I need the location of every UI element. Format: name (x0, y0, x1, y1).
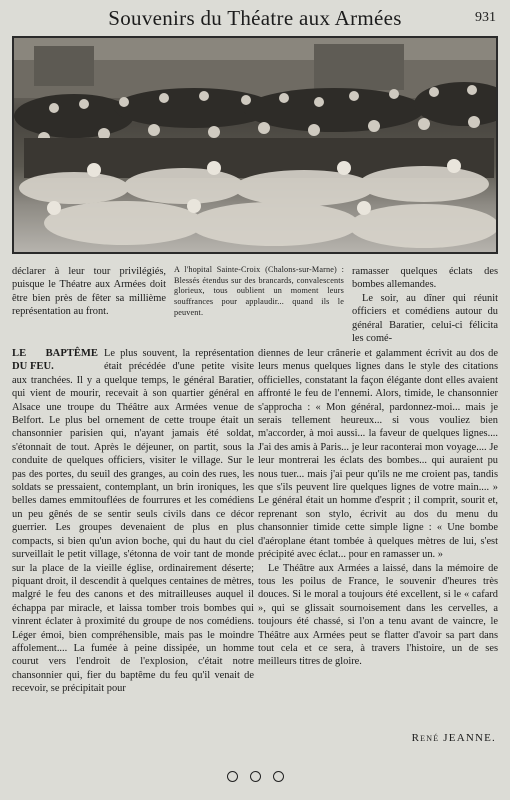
page-ornament (0, 771, 510, 786)
right-closing-paragraph: Le Théâtre aux Armées a laissé, dans la mémoire de tous les poilus de France, le souvenir d'heures très douces. Si le moral a toujours été excellent, si le « cafard », qui se glissait sournoisement dans les cervelles, a toujours été chassé, si l'on a tenu avant de vaincre, le Théâtre aux Armées peut se flatter d'avoir sa part dans tout cela et ce sera, à travers l'histoire, un de ses meilleurs titres de gloire. (258, 562, 498, 668)
ornament-circle (227, 771, 238, 782)
right-top-column (352, 265, 498, 345)
left-main-column (12, 347, 254, 696)
intro-paragraph: déclarer à leur tour privilégiés, puisque le Théatre aux Armées doit être bien près de fêter sa millième représentation au front. (12, 266, 166, 318)
photo-illustration (14, 38, 496, 252)
right-main-column (258, 347, 498, 669)
left-main-paragraph: Le plus souvent, la représentation était précédée d'une petite visite aux tranchées. Il y a quelque temps, le général Baratier, qui vient de mourir, recevait à son quartier général en Alsace une troupe du Théâtre aux Armées venue de Belfort. Le plus bel ornement de cette troupe était un chansonnier parisien qui, n'ayant jamais été soldat, s'étonnait de tout. Après le déjeuner, on partit, sous la conduite de quelques officiers, visiter le village. Sur le pas des portes, du seuil des granges, au coin des rues, les soldats se pressaient, contemplant, un brin ironiques, les belles dames emmitouflées de fourrures et les comédiens un peu gênés de se sentir seuls civils dans ce décor guerrier. Les groupes devenaient de plus en plus compacts, si bien qu'un avion boche, qui du haut du ciel surveillait le petit village, s'étonna de voir tant de monde sur la place de la vieille église, ordinairement déserte; piquant droit, il descendit à quelques centaines de mètres, malgré le feu des canons et des mitrailleuses auquel il échappa par miracle, et laissa tomber trois bombes qui vinrent éclater à proximité du groupe de nos comédiens. Léger émoi, bien compréhensible, mais pas le moindre affolement.... La fumée à peine dissipée, un homme courut vers l'endroit de l'explosion, c'était notre chansonnier qui, fier du baptême du feu qu'il venait de recevoir, se précipitait pour (12, 348, 254, 695)
page-title: Souvenirs du Théatre aux Armées (108, 6, 402, 30)
page-header (0, 6, 510, 32)
right-main-paragraph: diennes de leur crânerie et galamment écrivit au dos de leurs menus quelques lignes dans le style des citations officielles, constatant la façon élégante dont elles avaient affronté le feu de l'ennemi. Alors, timide, le chansonnier s'approcha : « Mon général, pardonnez-moi... mais je serais tellement heureux... si vous vouliez bien m'accorder, à moi aussi... la faveur de quelques lignes.... J'ai des amis à Paris... je leur raconterai mon voyage.... Je leur montrerai les éclats des bombes... qui auraient pu nous tuer... mais j'ai peur qu'ils ne me croient pas, tandis que s'ils peuvent lire quelques lignes de votre main.... » Le général était un homme d'esprit ; il comprit, sourit et, reprenant son stylo, écrivit au dos du menu du chansonnier timide cette simple ligne : « Une bombe d'aéroplane étant tombée à quelques mètres de lui, s'est précipité avec éclat... pour en ramasser un. » (258, 348, 498, 561)
caption-text: A l'hopital Sainte-Croix (Chalons-sur-Marne) : Blessés étendus sur des brancards, convalescents glorieux, tous oublient un moment leurs souffrances pour applaudir... quand ils le peuvent. (174, 265, 344, 317)
photo-caption (174, 265, 344, 319)
page-number: 931 (475, 10, 496, 25)
ornament-circle (273, 771, 284, 782)
right-top-paragraph: ramasser quelques éclats des bombes allemandes. (352, 266, 498, 291)
ornament-circle (250, 771, 261, 782)
hospital-photograph (12, 36, 498, 254)
author-signature (412, 732, 496, 744)
author-first-name: René (411, 732, 440, 744)
section-subheading: LE BAPTÊME DU FEU. (12, 348, 98, 373)
right-second-paragraph: Le soir, au dîner qui réunit officiers et comédiens autour du général Baratier, celui-ci félicita les comé- (352, 292, 498, 345)
intro-column (12, 265, 166, 319)
author-last-name: JEANNE. (443, 732, 496, 744)
